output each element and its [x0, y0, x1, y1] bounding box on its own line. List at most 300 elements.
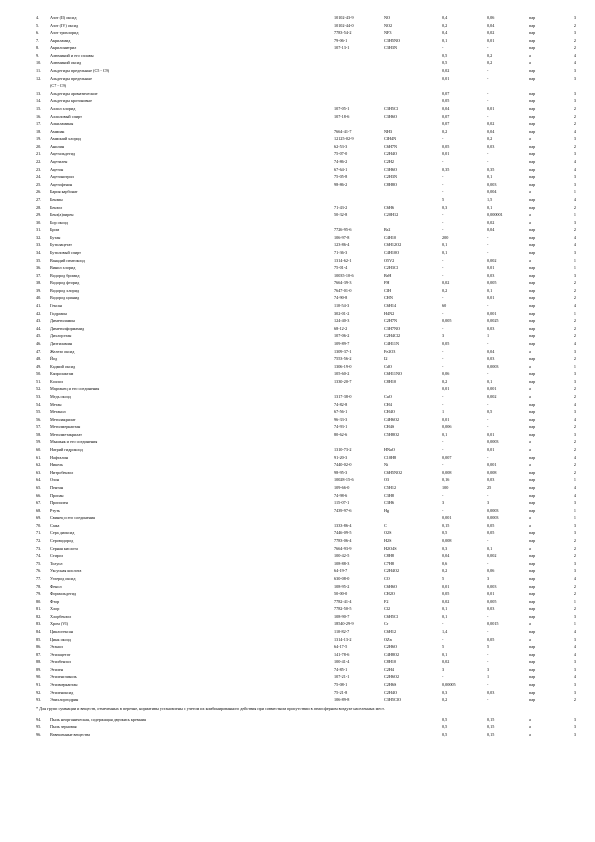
cell-cls: 4: [573, 128, 576, 134]
cell-a: 0,005: [442, 318, 452, 324]
cell-cas: 109-89-7: [334, 340, 350, 346]
cell-cas: 75-08-1: [334, 682, 348, 688]
cell-name: Ванадий пентоксид: [50, 257, 85, 263]
cell-num: 94.: [36, 716, 42, 722]
cell-unit: пар: [529, 325, 536, 331]
cell-formula: NH3: [384, 128, 393, 134]
cell-name: Капролактам: [50, 371, 74, 377]
cell-num: 90.: [36, 674, 42, 680]
cell-num: 73.: [36, 545, 42, 551]
cell-unit: пар: [529, 333, 536, 339]
cell-unit: пар: [529, 166, 536, 172]
cell-unit: а: [529, 212, 531, 218]
table-row: [0, 98, 595, 104]
cell-a: 0,01: [442, 75, 450, 81]
cell-b: 0,003: [487, 181, 497, 187]
cell-cas: 18540-29-9: [334, 621, 354, 627]
cell-unit: а: [529, 386, 531, 392]
cell-num: 39.: [36, 287, 42, 293]
cell-formula: CHN: [384, 295, 393, 301]
cell-num: 16.: [36, 113, 42, 119]
cell-unit: пар: [529, 591, 536, 597]
cell-cls: 3: [573, 724, 576, 730]
table-row: [0, 690, 595, 696]
cell-unit: пар: [529, 15, 536, 20]
cell-a: -: [442, 394, 444, 399]
cell-cls: 1: [573, 363, 576, 369]
cell-b: 5: [487, 644, 490, 650]
cell-cas: 75-05-8: [334, 174, 348, 180]
cell-b: -: [487, 159, 489, 165]
cell-num: 89.: [36, 666, 42, 672]
cell-formula: C2H7N: [384, 318, 398, 324]
cell-unit: пар: [529, 401, 536, 407]
cell-num: 85.: [36, 636, 42, 642]
cell-num: 30.: [36, 219, 42, 225]
table-row: [0, 136, 595, 142]
cell-formula: C6H6O: [384, 583, 398, 589]
cell-cls: 4: [573, 52, 576, 58]
cell-formula: C2H6O: [384, 644, 398, 650]
cell-cls: 1: [573, 507, 576, 513]
cell-a: 0,2: [442, 697, 448, 703]
cell-cas: 1314-62-1: [334, 257, 352, 263]
cell-name: Гидразин: [50, 310, 67, 316]
cell-a: 0,00005: [442, 682, 456, 688]
cell-a: -: [442, 159, 444, 165]
cell-b: -: [487, 651, 489, 657]
cell-cls: 3: [573, 136, 576, 142]
cell-a: 100: [442, 484, 449, 490]
table-row: [0, 485, 595, 491]
cell-cas: 7664-39-3: [334, 280, 352, 286]
cell-unit: а: [529, 462, 531, 468]
cell-num: 33.: [36, 242, 42, 248]
cell-num: 8.: [36, 45, 40, 51]
table-row: [0, 144, 595, 150]
cell-b: -: [487, 697, 489, 703]
cell-cls: 2: [573, 105, 576, 111]
cell-a: 0,07: [442, 113, 450, 119]
cell-a: 0,06: [442, 371, 450, 377]
cell-formula: C3H8: [384, 492, 395, 498]
table-row: [0, 424, 595, 430]
cell-name: Дихлорэтан: [50, 333, 72, 339]
cell-cas: 1314-13-2: [334, 636, 352, 642]
cell-a: 0,05: [442, 98, 450, 104]
cell-cas: 80-62-6: [334, 431, 348, 437]
table-row: [0, 538, 595, 544]
cell-formula: Ni: [384, 462, 389, 468]
cell-name: Алюминий оксид: [50, 60, 82, 66]
cell-name: Эпихлоргидрин: [50, 697, 79, 703]
cell-unit: пар: [529, 492, 536, 498]
cell-num: 93.: [36, 697, 42, 703]
cell-cas: 108-90-7: [334, 613, 350, 619]
cell-name: Азот трихлорид: [50, 30, 79, 36]
cell-name: Этиленоксид: [50, 689, 74, 695]
table-row: [0, 629, 595, 635]
cell-num: 48.: [36, 356, 42, 362]
cell-unit: пар: [529, 340, 536, 346]
cell-b: 0,03: [487, 143, 495, 149]
cell-formula: C4H8O2: [384, 651, 400, 657]
cell-unit: пар: [529, 159, 536, 165]
cell-b: 0,2: [487, 60, 493, 66]
cell-formula: C2H4O: [384, 689, 398, 695]
cell-unit: а: [529, 348, 531, 354]
cell-a: 0,007: [442, 454, 452, 460]
cell-unit: пар: [529, 280, 536, 286]
cell-name: Алюминий и его сплавы: [50, 52, 94, 58]
cell-name: Бензол: [50, 204, 63, 210]
cell-b: 0,15: [487, 716, 495, 722]
cell-name: Альдегиды предельные (C5 - C9): [50, 68, 110, 74]
cell-unit: а: [529, 219, 531, 225]
cell-a: 5: [442, 196, 445, 202]
cell-unit: пар: [529, 181, 536, 187]
cell-unit: а: [529, 515, 531, 521]
cell-name: Ртуть: [50, 507, 60, 513]
cell-num: 96.: [36, 731, 42, 737]
cell-b: 0,15: [487, 724, 495, 730]
cell-cls: 3: [573, 378, 576, 384]
table-row: [0, 288, 595, 294]
cell-cls: 4: [573, 242, 576, 248]
cell-num: 78.: [36, 583, 42, 589]
cell-b: 0,0003: [487, 363, 499, 369]
cell-unit: пар: [529, 22, 536, 28]
cell-num: 4.: [36, 15, 40, 20]
cell-cas: 100-42-5: [334, 553, 350, 559]
cell-unit: пар: [529, 90, 536, 96]
cell-num: 24.: [36, 174, 42, 180]
cell-unit: пар: [529, 644, 536, 650]
cell-a: -: [442, 212, 444, 218]
table-row: [0, 349, 595, 355]
table-row: [0, 242, 595, 248]
cell-a: 0,1: [442, 606, 448, 612]
cell-num: 42.: [36, 310, 42, 316]
cell-num: 80.: [36, 598, 42, 604]
cell-formula: C3H6O: [384, 166, 398, 172]
cell-num: 70.: [36, 522, 42, 528]
cell-cls: 2: [573, 394, 576, 399]
cell-name: Алкиламины: [50, 121, 74, 127]
cell-b: 0,02: [487, 219, 495, 225]
cell-cls: 2: [573, 113, 576, 119]
cell-num: 13.: [36, 90, 42, 96]
cell-a: -: [442, 356, 444, 362]
cell-cls: 3: [573, 174, 576, 180]
cell-cls: 2: [573, 356, 576, 362]
cell-unit: а: [529, 447, 531, 453]
cell-cas: 10102-43-9: [334, 15, 354, 20]
cell-num: 55.: [36, 409, 42, 415]
cell-num: 71.: [36, 530, 42, 536]
table-row: [0, 417, 595, 423]
cell-name: Свинец и его соединения: [50, 515, 95, 521]
cell-cas: 7446-09-5: [334, 530, 352, 536]
cell-unit: пар: [529, 121, 536, 127]
cell-cls: 3: [573, 500, 576, 506]
cell-b: -: [487, 234, 489, 240]
cell-formula: Cl2: [384, 606, 391, 612]
cell-num: 59.: [36, 439, 42, 445]
cell-b: -: [487, 401, 489, 407]
cell-cas: 10028-15-6: [334, 477, 354, 483]
cell-a: 0,2: [442, 568, 448, 574]
table-row: [0, 637, 595, 643]
cell-a: -: [442, 325, 444, 331]
table-row: [0, 508, 595, 514]
cell-a: 0,02: [442, 659, 450, 665]
cell-formula: I2: [384, 356, 388, 362]
cell-name: Водород хлорид: [50, 287, 79, 293]
cell-a: 0,04: [442, 105, 450, 111]
cell-formula: C3H5Cl: [384, 105, 398, 111]
cell-name: Бария карбонат: [50, 189, 78, 195]
cell-formula: C6H12O2: [384, 242, 402, 248]
cell-name: Бенз(а)пирен: [50, 212, 74, 218]
cell-num: 25.: [36, 181, 42, 187]
cell-cls: 4: [573, 651, 576, 657]
cell-unit: пар: [529, 431, 536, 437]
table-row: [0, 568, 595, 574]
cell-unit: пар: [529, 356, 536, 362]
cell-unit: пар: [529, 128, 536, 134]
cell-num: 14.: [36, 98, 42, 104]
cell-name: Сероводород: [50, 538, 74, 544]
cell-formula: CH4S: [384, 424, 395, 430]
cell-a: -: [442, 295, 444, 301]
cell-formula: CuO: [384, 394, 392, 399]
cell-unit: а: [529, 257, 531, 263]
cell-cls: 4: [573, 484, 576, 490]
cell-name: Нитробензол: [50, 469, 74, 475]
cell-formula: FH: [384, 280, 390, 286]
cell-a: 0,3: [442, 204, 448, 210]
cell-name: Фенол: [50, 583, 62, 589]
cell-b: -: [487, 75, 489, 81]
table-row: [0, 159, 595, 165]
cell-formula: C20H12: [384, 212, 399, 218]
cell-cls: 2: [573, 697, 576, 703]
cell-cls: 1: [573, 598, 576, 604]
table-row: [0, 273, 595, 279]
cell-name: Винил хлорид: [50, 265, 76, 271]
cell-unit: пар: [529, 560, 536, 566]
cell-b: 3: [487, 666, 490, 672]
cell-formula: ClH4N: [384, 136, 397, 142]
cell-b: 0,001: [487, 310, 497, 316]
cell-cas: 7439-97-6: [334, 507, 352, 513]
cell-a: 0,01: [442, 416, 450, 422]
cell-cls: 2: [573, 204, 576, 210]
cell-cls: 2: [573, 143, 576, 149]
cell-num: 88.: [36, 659, 42, 665]
cell-unit: пар: [529, 689, 536, 695]
cell-name: Водород фторид: [50, 280, 80, 286]
cell-name: Этанол: [50, 644, 63, 650]
cell-a: 0,008: [442, 538, 452, 544]
cell-unit: а: [529, 545, 531, 551]
cell-a: 0,5: [442, 716, 448, 722]
cell-unit: пар: [529, 234, 536, 240]
cell-formula: C2H2: [384, 159, 395, 165]
cell-formula: C3H5ClO: [384, 697, 401, 703]
cell-name: Анилин: [50, 143, 65, 149]
cell-unit: пар: [529, 98, 536, 104]
cell-name: Альдегиды кротоновые: [50, 98, 92, 104]
cell-cls: 2: [573, 121, 576, 127]
cell-name: Бор оксид: [50, 219, 68, 225]
table-row: [0, 470, 595, 476]
cell-num: 6.: [36, 30, 40, 36]
cell-name: Ацетофенон: [50, 181, 73, 187]
cell-num: 79.: [36, 591, 42, 597]
cell-num: 84.: [36, 628, 42, 634]
table-row: [0, 386, 595, 392]
cell-cas: 64-19-7: [334, 568, 348, 574]
cell-b: 0,0025: [487, 318, 499, 324]
cell-b: 0,02: [487, 30, 495, 36]
cell-name: Марганец и его соединения: [50, 386, 100, 392]
cell-b: -: [487, 538, 489, 544]
cell-formula: C8H8O: [384, 181, 398, 187]
cell-b: 0,02: [487, 121, 495, 127]
cell-cls: 3: [573, 151, 576, 157]
cell-cls: 2: [573, 424, 576, 430]
cell-name: Никель: [50, 462, 64, 468]
cell-cas: 12125-02-9: [334, 136, 354, 142]
cell-cas: 7664-93-9: [334, 545, 352, 551]
cell-cas: 98-86-2: [334, 181, 348, 187]
cell-name: Хлор: [50, 606, 60, 612]
table-row: [0, 326, 595, 332]
cell-formula: C: [384, 522, 387, 528]
cell-formula: C2H3Cl: [384, 265, 398, 271]
cell-cls: 3: [573, 530, 576, 536]
cell-a: -: [442, 621, 444, 627]
cell-b: -: [487, 113, 489, 119]
cell-name: Ксилол: [50, 378, 64, 384]
cell-a: 0,1: [442, 613, 448, 619]
cell-b: 0,1: [487, 174, 493, 180]
cell-cls: 2: [573, 45, 576, 51]
table-row: [0, 493, 595, 499]
cell-b: 0,0003: [487, 507, 499, 513]
cell-cls: 4: [573, 628, 576, 634]
table-row: [0, 114, 595, 120]
cell-cas: 100-41-4: [334, 659, 350, 665]
cell-unit: пар: [529, 416, 536, 422]
table-row: [0, 371, 595, 377]
cell-a: -: [442, 257, 444, 263]
cell-a: -: [442, 174, 444, 180]
cell-num: 17.: [36, 121, 42, 127]
cell-a: 0,16: [442, 477, 450, 483]
cell-b: -: [487, 454, 489, 460]
cell-name: Акриламид: [50, 37, 71, 43]
cell-unit: пар: [529, 371, 536, 377]
cell-cls: 3: [573, 560, 576, 566]
table-row: [0, 667, 595, 673]
cell-cas: 107-05-1: [334, 105, 350, 111]
table-row: [0, 212, 595, 218]
cell-cls: 1: [573, 310, 576, 316]
cell-formula: C4H11N: [384, 340, 399, 346]
cell-formula: BrH: [384, 272, 392, 278]
cell-a: 3: [442, 333, 445, 339]
cell-a: 0,07: [442, 90, 450, 96]
cell-b: 0,01: [487, 295, 495, 301]
cell-cas: 115-07-1: [334, 500, 350, 506]
cell-cas: 1317-38-0: [334, 394, 352, 399]
cell-formula: C3H6O: [384, 113, 398, 119]
cell-num: 82.: [36, 613, 42, 619]
cell-a: 0,5: [442, 60, 448, 66]
cell-cls: 3: [573, 30, 576, 36]
cell-unit: пар: [529, 583, 536, 589]
cell-b: 0,002: [487, 553, 497, 559]
cell-a: 5: [442, 644, 445, 650]
cell-cls: 1: [573, 257, 576, 263]
table-row: [0, 91, 595, 97]
table-row: [0, 614, 595, 620]
cell-name: Взвешенные вещества: [50, 731, 91, 737]
cell-formula: C5H8O2: [384, 431, 400, 437]
cell-formula: C6H7N: [384, 143, 398, 149]
table-row: [0, 621, 595, 627]
cell-unit: пар: [529, 682, 536, 688]
cell-b: 0,06: [487, 15, 495, 20]
table-row: [0, 576, 595, 582]
cell-unit: пар: [529, 318, 536, 324]
cell-b: 0,001: [487, 386, 497, 392]
cell-a: 0,5: [442, 724, 448, 730]
cell-cls: 3: [573, 522, 576, 528]
table-row: [0, 530, 595, 536]
cell-formula: C4H10: [384, 234, 397, 240]
cell-name: Кадмий оксид: [50, 363, 76, 369]
cell-cls: 2: [573, 318, 576, 324]
table-row: [0, 129, 595, 135]
cell-unit: пар: [529, 409, 536, 415]
cell-unit: пар: [529, 303, 536, 309]
table-row: [0, 584, 595, 590]
cell-formula: C8H8: [384, 553, 395, 559]
cell-a: -: [442, 636, 444, 642]
cell-name: Бензин: [50, 196, 63, 202]
cell-cls: 3: [573, 75, 576, 81]
cell-cls: 2: [573, 37, 576, 43]
cell-cls: 4: [573, 166, 576, 172]
cell-b: -: [487, 242, 489, 248]
cell-unit: пар: [529, 575, 536, 581]
cell-b: 0,1: [487, 287, 493, 293]
cell-a: 0,2: [442, 128, 448, 134]
cell-name: Углерод оксид: [50, 575, 76, 581]
cell-num: 19.: [36, 136, 42, 142]
cell-b: 0,001: [487, 462, 497, 468]
cell-formula: NO2: [384, 22, 393, 28]
table-row: [0, 659, 595, 665]
cell-formula: C3H5NO: [384, 37, 401, 43]
cell-b: 0,0015: [487, 621, 499, 627]
cell-formula: CdO: [384, 363, 392, 369]
cell-a: 1,4: [442, 628, 448, 634]
